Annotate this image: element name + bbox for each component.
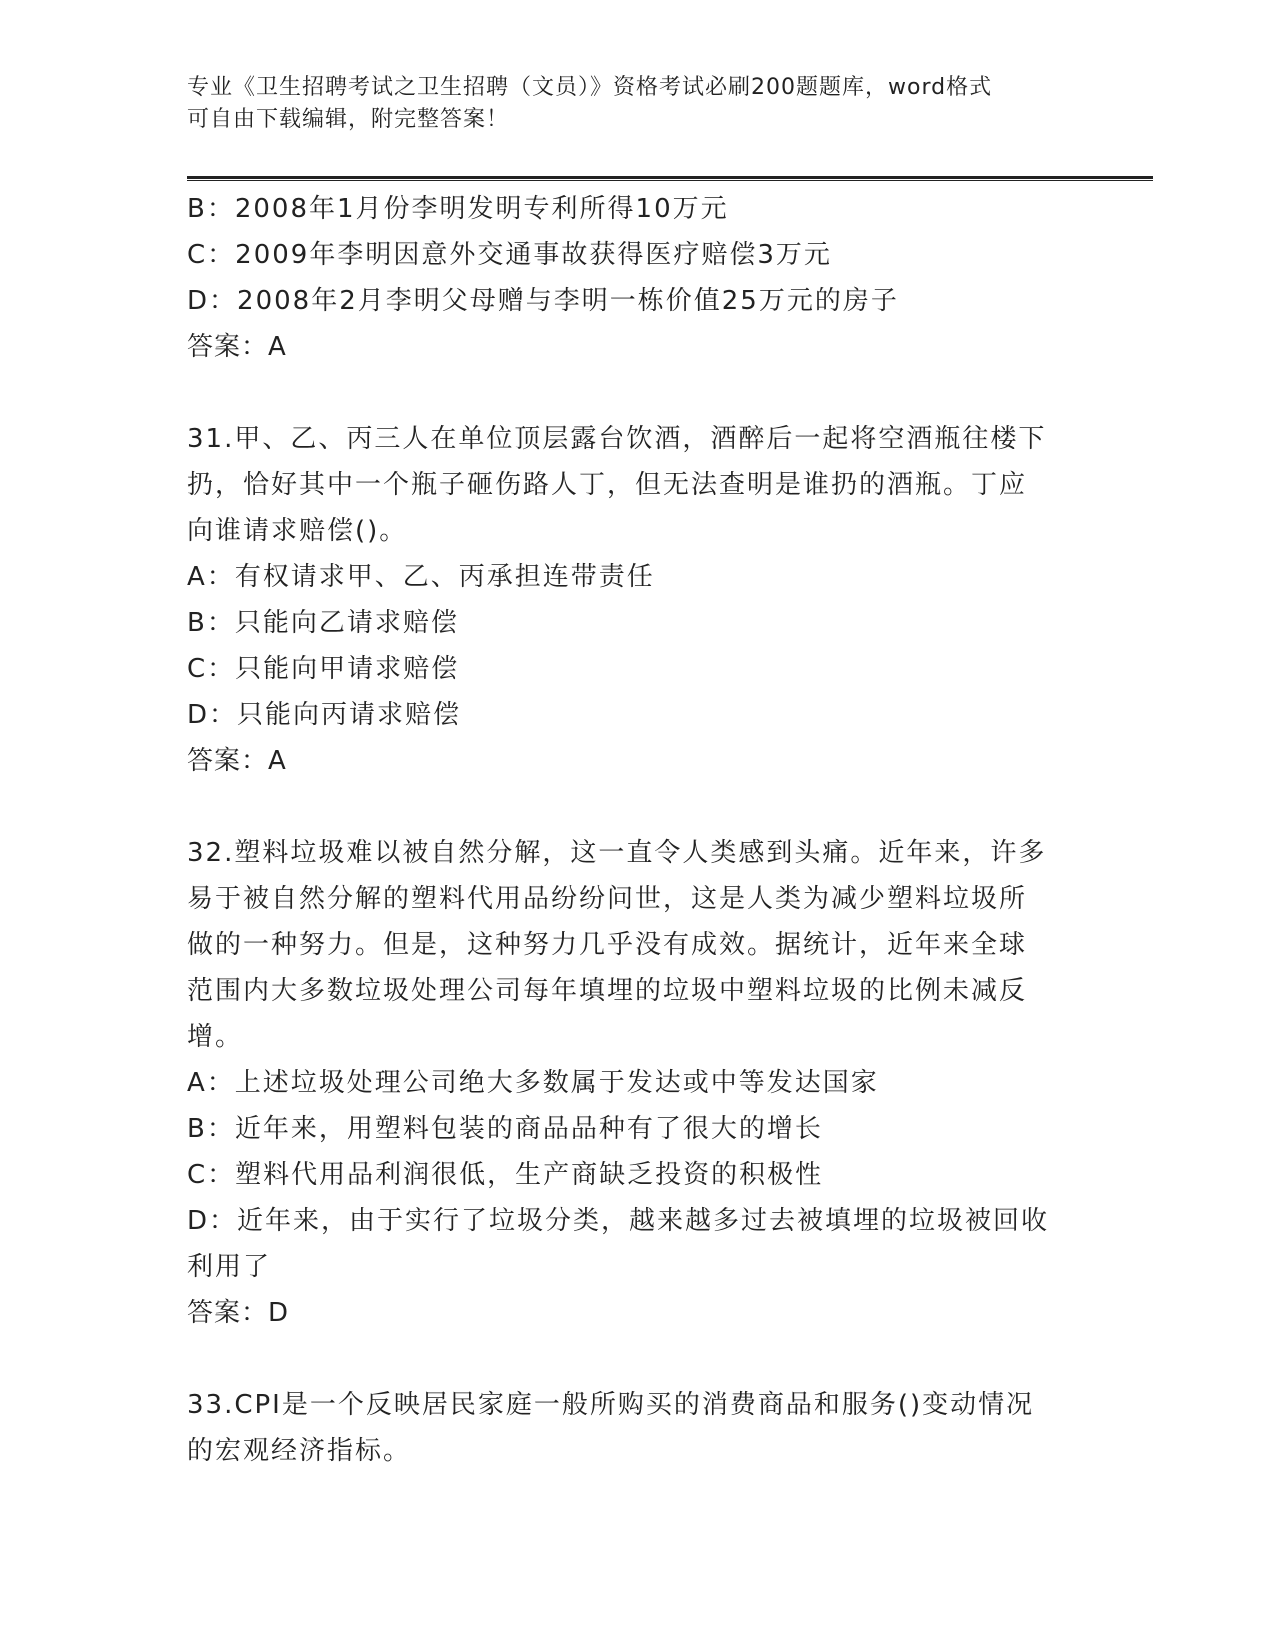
question-stem-line: 做的一种努力。但是，这种努力几乎没有成效。据统计，近年来全球 [187,930,1028,960]
spacer [187,784,1067,830]
question-stem-line: 易于被自然分解的塑料代用品纷纷问世，这是人类为减少塑料垃圾所 [187,884,1028,914]
answer: 答案：A [187,332,287,362]
option-b: B：2008年1月份李明发明专利所得10万元 [187,194,729,224]
question-31 [187,416,1067,784]
option-b: B：只能向乙请求赔偿 [187,608,459,638]
option-c: C：2009年李明因意外交通事故获得医疗赔偿3万元 [187,240,832,270]
option-d: D：2008年2月李明父母赠与李明一栋价值25万元的房子 [187,286,899,316]
question-33 [187,1382,1067,1474]
question-stem-line: 的宏观经济指标。 [187,1436,412,1466]
prev-question [187,186,1067,370]
page-header [187,72,1067,136]
option-d: D：只能向丙请求赔偿 [187,700,462,730]
question-stem-line: 增。 [187,1022,244,1052]
spacer [187,1336,1067,1382]
option-a: A：有权请求甲、乙、丙承担连带责任 [187,562,655,592]
document-body [187,186,1067,1474]
question-stem-line: 扔，恰好其中一个瓶子砸伤路人丁，但无法查明是谁扔的酒瓶。丁应 [187,470,1028,500]
header-line-1: 专业《卫生招聘考试之卫生招聘（文员）》资格考试必刷200题题库，word格式 [187,75,993,100]
question-stem-line: 31.甲、乙、丙三人在单位顶层露台饮酒，酒醉后一起将空酒瓶往楼下 [187,424,1047,454]
option-d: D：近年来，由于实行了垃圾分类，越来越多过去被填埋的垃圾被回收 [187,1206,1050,1236]
question-stem-line: 32.塑料垃圾难以被自然分解，这一直令人类感到头痛。近年来，许多 [187,838,1047,868]
option-c: C：只能向甲请求赔偿 [187,654,460,684]
option-b: B：近年来，用塑料包装的商品品种有了很大的增长 [187,1114,823,1144]
question-stem-line: 向谁请求赔偿()。 [187,516,408,546]
option-d-continued: 利用了 [187,1252,272,1282]
option-c: C：塑料代用品利润很低，生产商缺乏投资的积极性 [187,1160,824,1190]
header-divider [187,176,1153,181]
spacer [187,370,1067,416]
question-32 [187,830,1067,1336]
option-a: A：上述垃圾处理公司绝大多数属于发达或中等发达国家 [187,1068,879,1098]
header-line-2: 可自由下载编辑，附完整答案！ [187,107,510,132]
answer: 答案：D [187,1298,290,1328]
question-stem-line: 33.CPI是一个反映居民家庭一般所购买的消费商品和服务()变动情况 [187,1390,1035,1420]
question-stem-line: 范围内大多数垃圾处理公司每年填埋的垃圾中塑料垃圾的比例未减反 [187,976,1028,1006]
answer: 答案：A [187,746,287,776]
